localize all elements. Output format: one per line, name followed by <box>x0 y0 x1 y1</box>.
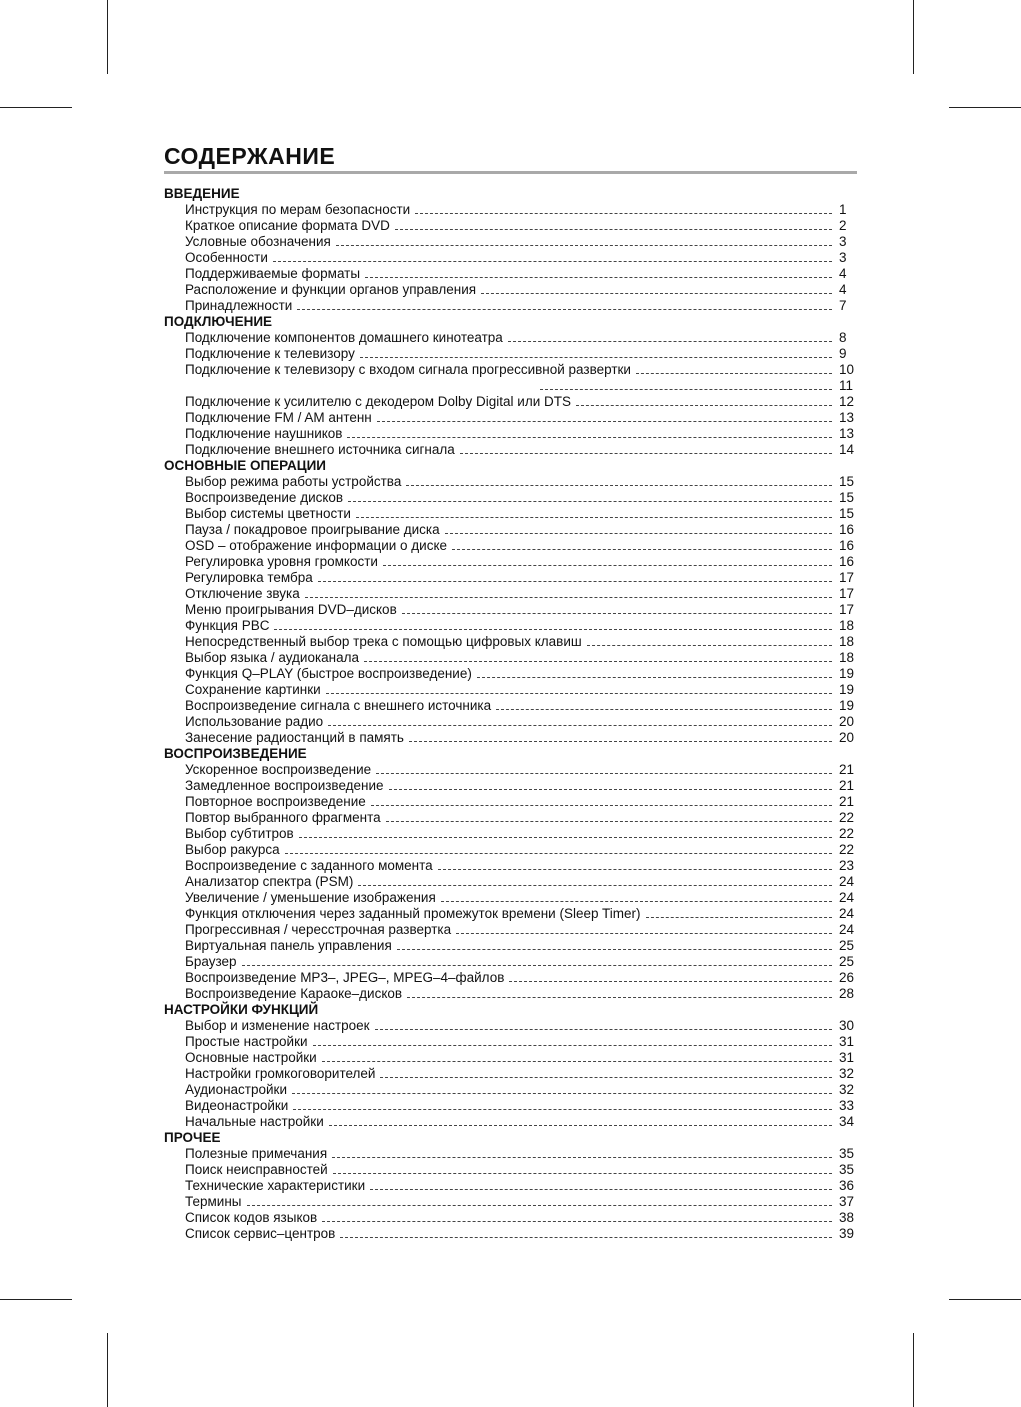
toc-entry-page: 39 <box>839 1226 855 1241</box>
toc-entry-label: Аудионастройки <box>185 1082 287 1097</box>
dot-leader <box>329 1120 832 1126</box>
toc-entry[interactable] <box>164 858 857 874</box>
toc-entry-label: Прогрессивная / чересстрочная развертка <box>185 922 452 937</box>
toc-entry-label: Подключение к телевизору <box>185 346 355 361</box>
toc-entry[interactable] <box>164 970 857 986</box>
toc-entry[interactable] <box>164 714 857 730</box>
toc-entry-page: 31 <box>839 1050 855 1065</box>
toc-entry[interactable] <box>164 266 857 282</box>
toc-entry[interactable] <box>164 234 857 250</box>
toc-entry[interactable] <box>164 618 857 634</box>
toc-entry-page: 4 <box>839 282 847 297</box>
dot-leader <box>293 1104 832 1110</box>
toc-entry-label: Подключение наушников <box>185 426 343 441</box>
section-heading: ПРОЧЕЕ <box>164 1130 221 1145</box>
dot-leader <box>587 640 832 646</box>
toc-entry-page: 18 <box>839 634 855 649</box>
dot-leader <box>340 1232 832 1238</box>
dot-leader <box>370 1184 832 1190</box>
section-heading: ВОСПРОИЗВЕДЕНИЕ <box>164 746 307 761</box>
dot-leader <box>348 496 832 502</box>
toc-entry[interactable] <box>164 538 857 554</box>
section-heading: ОСНОВНЫЕ ОПЕРАЦИИ <box>164 458 327 473</box>
toc-entry[interactable] <box>164 1210 857 1226</box>
toc-entry-page: 16 <box>839 554 855 569</box>
toc-entry-page: 9 <box>839 346 847 361</box>
toc-entry[interactable] <box>164 1050 857 1066</box>
toc-entry[interactable] <box>164 1066 857 1082</box>
toc-entry-label: Регулировка тембра <box>185 570 313 585</box>
toc-entry-label: Функция PBC <box>185 618 270 633</box>
toc-entry-page: 34 <box>839 1114 855 1129</box>
crop-mark-top-right-horizontal <box>949 107 1021 108</box>
toc-entry[interactable] <box>164 442 857 458</box>
dot-leader <box>305 592 832 598</box>
toc-entry-label: Функция отключения через заданный промежуток времени (Sleep Timer) <box>185 906 641 921</box>
toc-entry-label: Подключение компонентов домашнего кинотеатра <box>185 330 503 345</box>
toc-entry-page: 2 <box>839 218 847 233</box>
toc-entry-label: Принадлежности <box>185 298 293 313</box>
toc-entry-page: 21 <box>839 778 855 793</box>
toc-entry-label: Список кодов языков <box>185 1210 318 1225</box>
toc-entry-page: 25 <box>839 938 855 953</box>
dot-leader <box>365 272 832 278</box>
section-heading: ВВЕДЕНИЕ <box>164 186 240 201</box>
toc-entry-page: 19 <box>839 666 855 681</box>
dot-leader <box>333 1168 832 1174</box>
crop-mark-bottom-left-horizontal <box>0 1299 72 1300</box>
toc-entry-page: 4 <box>839 266 847 281</box>
toc-entry-label: Подключение внешнего источника сигнала <box>185 442 455 457</box>
toc-entry-page: 35 <box>839 1146 855 1161</box>
toc-entry-page: 13 <box>839 426 855 441</box>
toc-entry[interactable] <box>164 1082 857 1098</box>
toc-entry[interactable] <box>164 922 857 938</box>
dot-leader <box>646 912 833 918</box>
toc-entry-label: Выбор ракурса <box>185 842 280 857</box>
dot-leader <box>438 864 832 870</box>
toc-entry-page: 23 <box>839 858 855 873</box>
dot-leader <box>540 384 832 390</box>
toc-entry[interactable] <box>164 1162 857 1178</box>
toc-entry-page: 25 <box>839 954 855 969</box>
toc-entry-page: 22 <box>839 810 855 825</box>
page-title: СОДЕРЖАНИЕ <box>164 143 336 169</box>
toc-entry-page: 17 <box>839 602 855 617</box>
toc-entry-page: 33 <box>839 1098 855 1113</box>
toc-entry-label: Начальные настройки <box>185 1114 324 1129</box>
toc-entry[interactable] <box>164 602 857 618</box>
dot-leader <box>460 448 832 454</box>
toc-entry[interactable] <box>164 378 857 394</box>
dot-leader <box>273 256 832 262</box>
toc-entry-label: Термины <box>185 1194 242 1209</box>
toc-entry-label: Браузер <box>185 954 237 969</box>
toc-entry-label: Замедленное воспроизведение <box>185 778 384 793</box>
toc-entry-page: 20 <box>839 714 855 729</box>
toc-entry-page: 21 <box>839 762 855 777</box>
toc-entry-label: Воспроизведение MP3–, JPEG–, MPEG–4–файлов <box>185 970 505 985</box>
toc-entry[interactable] <box>164 826 857 842</box>
toc-entry-page: 15 <box>839 490 855 505</box>
dot-leader <box>395 224 832 230</box>
toc-entry-label: Меню проигрывания DVD–дисков <box>185 602 397 617</box>
toc-entry-label: Увеличение / уменьшение изображения <box>185 890 436 905</box>
toc-entry-page: 15 <box>839 506 855 521</box>
toc-entry-label: Видеонастройки <box>185 1098 289 1113</box>
toc-entry[interactable] <box>164 282 857 298</box>
dot-leader <box>509 976 832 982</box>
dot-leader <box>496 704 832 710</box>
toc-entry-label: Занесение радиостанций в память <box>185 730 404 745</box>
dot-leader <box>380 1072 832 1078</box>
dot-leader <box>326 688 832 694</box>
toc-entry[interactable] <box>164 202 857 218</box>
toc-entry-page: 32 <box>839 1066 855 1081</box>
toc-entry-label: Функция Q–PLAY (быстрое воспроизведение) <box>185 666 472 681</box>
toc-entry-page: 3 <box>839 234 847 249</box>
dot-leader <box>336 240 832 246</box>
toc-entry-page: 24 <box>839 874 855 889</box>
dot-leader <box>299 832 832 838</box>
dot-leader <box>397 944 832 950</box>
toc-entry-page: 18 <box>839 618 855 633</box>
toc-entry[interactable] <box>164 1114 857 1130</box>
dot-leader <box>377 416 832 422</box>
toc-entry[interactable] <box>164 1226 857 1242</box>
toc-entry-label: Подключение FM / AM антенн <box>185 410 372 425</box>
toc-entry-label: Выбор системы цветности <box>185 506 351 521</box>
toc-entry-page: 37 <box>839 1194 855 1209</box>
toc-entry-label: Подключение к усилителю с декодером Dolby Digital или DTS <box>185 394 571 409</box>
dot-leader <box>389 784 832 790</box>
dot-leader <box>636 368 832 374</box>
toc-entry-label: Ускоренное воспроизведение <box>185 762 372 777</box>
dot-leader <box>322 1216 832 1222</box>
toc-entry-page: 24 <box>839 890 855 905</box>
title-rule <box>164 171 857 174</box>
toc-entry-label: Выбор языка / аудиоканала <box>185 650 360 665</box>
toc-entry-page: 21 <box>839 794 855 809</box>
dot-leader <box>477 672 832 678</box>
toc-entry-label: Непосредственный выбор трека с помощью цифровых клавиш <box>185 634 582 649</box>
toc-entry[interactable] <box>164 762 857 778</box>
toc-entry-page: 15 <box>839 474 855 489</box>
toc-entry-page: 17 <box>839 586 855 601</box>
toc-entry-label: Виртуальная панель управления <box>185 938 392 953</box>
toc-entry-page: 11 <box>839 378 854 393</box>
toc-entry[interactable] <box>164 298 857 314</box>
toc-entry[interactable] <box>164 810 857 826</box>
toc-entry[interactable] <box>164 1018 857 1034</box>
toc-entry-page: 17 <box>839 570 855 585</box>
toc-entry[interactable] <box>164 794 857 810</box>
dot-leader <box>292 1088 832 1094</box>
toc-entry[interactable] <box>164 650 857 666</box>
crop-mark-top-left-vertical <box>107 0 108 74</box>
toc-entry[interactable] <box>164 874 857 890</box>
dot-leader <box>415 208 832 214</box>
toc-entry-label: Воспроизведение дисков <box>185 490 344 505</box>
dot-leader <box>242 960 832 966</box>
toc-entry-label: Воспроизведение Караоке–дисков <box>185 986 403 1001</box>
toc-entry[interactable] <box>164 490 857 506</box>
dot-leader <box>285 848 832 854</box>
section-heading: НАСТРОЙКИ ФУНКЦИЙ <box>164 1002 319 1017</box>
toc-entry-label: Основные настройки <box>185 1050 317 1065</box>
toc-entry-label: Расположение и функции органов управления <box>185 282 477 297</box>
dot-leader <box>445 528 832 534</box>
toc-entry-page: 20 <box>839 730 855 745</box>
toc-entry[interactable] <box>164 890 857 906</box>
toc-entry[interactable] <box>164 426 857 442</box>
crop-mark-bottom-right-vertical <box>913 1333 914 1407</box>
toc-entry-label: Выбор и изменение настроек <box>185 1018 370 1033</box>
toc-entry[interactable] <box>164 362 857 378</box>
toc-entry[interactable] <box>164 218 857 234</box>
toc-entry[interactable] <box>164 410 857 426</box>
crop-mark-top-right-vertical <box>913 0 914 74</box>
toc-entry-page: 30 <box>839 1018 855 1033</box>
toc-entry-page: 28 <box>839 986 855 1001</box>
toc-entry-page: 16 <box>839 522 855 537</box>
dot-leader <box>386 816 832 822</box>
toc-entry[interactable] <box>164 1146 857 1162</box>
crop-mark-top-left-horizontal <box>0 107 72 108</box>
toc-entry-label: Выбор режима работы устройства <box>185 474 402 489</box>
toc-entry-label: Воспроизведение сигнала с внешнего источника <box>185 698 492 713</box>
toc-entry[interactable] <box>164 250 857 266</box>
toc-entry[interactable] <box>164 986 857 1002</box>
toc-entry-label: Регулировка уровня громкости <box>185 554 378 569</box>
toc-entry-label: Повторное воспроизведение <box>185 794 366 809</box>
dot-leader <box>456 928 832 934</box>
toc-entry[interactable] <box>164 682 857 698</box>
toc-entry[interactable] <box>164 1098 857 1114</box>
dot-leader <box>402 608 832 614</box>
toc-entry-label: Поиск неисправностей <box>185 1162 328 1177</box>
toc-entry-label: Краткое описание формата DVD <box>185 218 390 233</box>
dot-leader <box>322 1056 832 1062</box>
toc-entry-page: 14 <box>839 442 855 457</box>
toc-entry-label: Сохранение картинки <box>185 682 321 697</box>
dot-leader <box>313 1040 832 1046</box>
dot-leader <box>358 880 832 886</box>
dot-leader <box>332 1152 832 1158</box>
toc-entry[interactable] <box>164 634 857 650</box>
toc-entry-page: 1 <box>839 202 847 217</box>
dot-leader <box>383 560 832 566</box>
toc-entry[interactable] <box>164 842 857 858</box>
toc-entry-page: 35 <box>839 1162 855 1177</box>
table-of-contents <box>164 186 857 1242</box>
toc-entry-page: 13 <box>839 410 855 425</box>
toc-entry[interactable] <box>164 666 857 682</box>
dot-leader <box>407 992 832 998</box>
toc-entry-label: Использование радио <box>185 714 324 729</box>
toc-entry-page: 7 <box>839 298 847 313</box>
toc-entry-page: 26 <box>839 970 855 985</box>
toc-entry[interactable] <box>164 938 857 954</box>
toc-entry-label: Анализатор спектра (PSM) <box>185 874 354 889</box>
toc-entry-page: 22 <box>839 842 855 857</box>
dot-leader <box>318 576 832 582</box>
toc-entry-page: 18 <box>839 650 855 665</box>
dot-leader <box>347 432 832 438</box>
toc-entry-page: 19 <box>839 698 855 713</box>
dot-leader <box>481 288 832 294</box>
toc-entry-page: 24 <box>839 906 855 921</box>
dot-leader <box>356 512 832 518</box>
toc-entry[interactable] <box>164 570 857 586</box>
dot-leader <box>452 544 832 550</box>
toc-entry[interactable] <box>164 506 857 522</box>
dot-leader <box>360 352 832 358</box>
dot-leader <box>576 400 832 406</box>
toc-entry-page: 24 <box>839 922 855 937</box>
dot-leader <box>406 480 832 486</box>
toc-entry-page: 16 <box>839 538 855 553</box>
dot-leader <box>371 800 832 806</box>
toc-entry[interactable] <box>164 474 857 490</box>
toc-entry[interactable] <box>164 1178 857 1194</box>
toc-entry-page: 22 <box>839 826 855 841</box>
dot-leader <box>297 304 832 310</box>
toc-entry-label: Условные обозначения <box>185 234 331 249</box>
toc-entry-label: Выбор субтитров <box>185 826 294 841</box>
section-heading: ПОДКЛЮЧЕНИЕ <box>164 314 273 329</box>
dot-leader <box>375 1024 832 1030</box>
toc-entry-label: Пауза / покадровое проигрывание диска <box>185 522 440 537</box>
toc-entry[interactable] <box>164 730 857 746</box>
toc-entry-label: Особенности <box>185 250 268 265</box>
toc-entry-label: Подключение к телевизору с входом сигнала прогрессивной развертки <box>185 362 631 377</box>
toc-entry-page: 38 <box>839 1210 855 1225</box>
toc-entry-label: Простые настройки <box>185 1034 308 1049</box>
toc-entry-label: Технические характеристики <box>185 1178 366 1193</box>
dot-leader <box>328 720 832 726</box>
dot-leader <box>376 768 832 774</box>
toc-entry[interactable] <box>164 906 857 922</box>
toc-entry-page: 32 <box>839 1082 855 1097</box>
toc-entry[interactable] <box>164 394 857 410</box>
dot-leader <box>364 656 832 662</box>
dot-leader <box>441 896 832 902</box>
dot-leader <box>274 624 832 630</box>
toc-entry[interactable] <box>164 554 857 570</box>
toc-entry[interactable] <box>164 778 857 794</box>
toc-entry-page: 36 <box>839 1178 855 1193</box>
crop-mark-bottom-left-vertical <box>107 1333 108 1407</box>
toc-entry-page: 3 <box>839 250 847 265</box>
toc-entry-label: OSD – отображение информации о диске <box>185 538 448 553</box>
toc-entry-label: Инструкция по мерам безопасности <box>185 202 411 217</box>
toc-entry-page: 12 <box>839 394 855 409</box>
crop-mark-bottom-right-horizontal <box>949 1299 1021 1300</box>
toc-entry[interactable] <box>164 954 857 970</box>
toc-entry-label: Воспроизведение с заданного момента <box>185 858 433 873</box>
dot-leader <box>409 736 832 742</box>
toc-entry[interactable] <box>164 522 857 538</box>
toc-entry-page: 31 <box>839 1034 855 1049</box>
toc-entry[interactable] <box>164 1194 857 1210</box>
toc-entry-label: Поддерживаемые форматы <box>185 266 361 281</box>
toc-entry-label: Повтор выбранного фрагмента <box>185 810 381 825</box>
toc-entry[interactable] <box>164 346 857 362</box>
toc-entry-page: 19 <box>839 682 855 697</box>
toc-entry-label: Отключение звука <box>185 586 300 601</box>
toc-entry[interactable] <box>164 330 857 346</box>
dot-leader <box>247 1200 833 1206</box>
toc-entry[interactable] <box>164 1034 857 1050</box>
toc-entry-page: 8 <box>839 330 847 345</box>
toc-entry[interactable] <box>164 698 857 714</box>
dot-leader <box>508 336 832 342</box>
toc-entry-label: Полезные примечания <box>185 1146 328 1161</box>
toc-entry-label: Список сервис–центров <box>185 1226 336 1241</box>
toc-entry[interactable] <box>164 586 857 602</box>
toc-entry-label: Настройки громкоговорителей <box>185 1066 376 1081</box>
toc-entry-page: 10 <box>839 362 855 377</box>
